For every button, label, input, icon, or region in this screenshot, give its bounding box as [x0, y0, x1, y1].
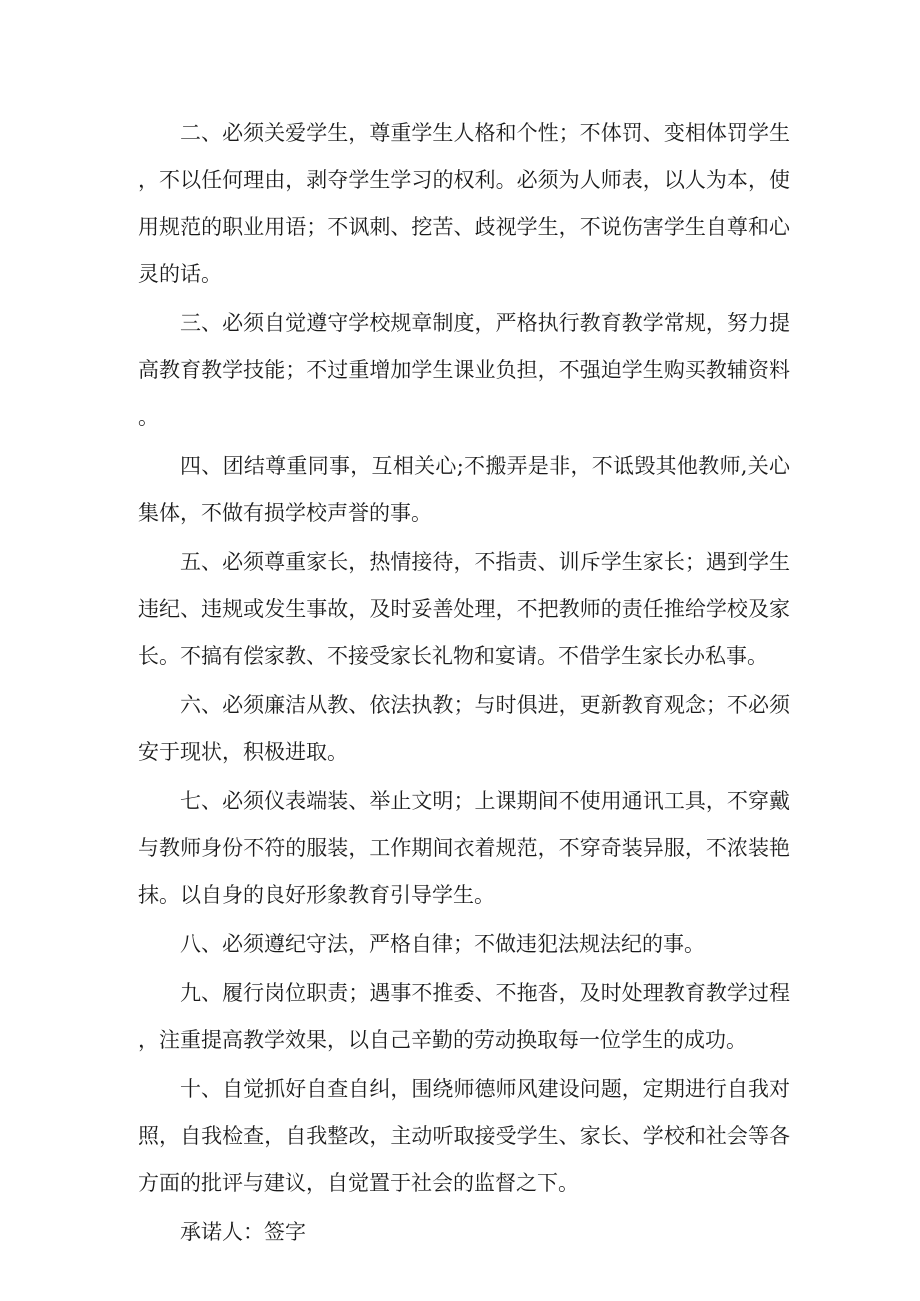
paragraph-item-5: 五、必须尊重家长，热情接待，不指责、训斥学生家长；遇到学生违纪、违规或发生事故，及时妥善处理，不把教师的责任推给学校及家长。不搞有偿家教、不接受家长礼物和宴请。不借学生家长办私事。	[138, 550, 790, 668]
paragraph-item-2: 二、必须关爱学生，尊重学生人格和个性；不体罚、变相体罚学生，不以任何理由，剥夺学生学习的权利。必须为人师表，以人为本，使用规范的职业用语；不讽刺、挖苦、歧视学生，不说伤害学生自尊和心灵的话。	[138, 121, 790, 286]
paragraph-item-3: 三、必须自觉遵守学校规章制度，严格执行教育教学常规，努力提高教育教学技能；不过重增加学生课业负担，不强迫学生购买教辅资料。	[138, 311, 790, 429]
paragraph-item-4: 四、团结尊重同事，互相关心;不搬弄是非，不诋毁其他教师,关心集体，不做有损学校声誉的事。	[138, 454, 790, 525]
paragraph-item-9: 九、履行岗位职责；遇事不推委、不拖沓，及时处理教育教学过程，注重提高教学效果，以自己辛勤的劳动换取每一位学生的成功。	[138, 981, 790, 1052]
paragraph-item-8: 八、必须遵纪守法，严格自律；不做违犯法规法纪的事。	[180, 932, 705, 956]
paragraph-item-10: 十、自觉抓好自查自纠，围绕师德师风建设问题，定期进行自我对照，自我检查，自我整改，主动听取接受学生、家长、学校和社会等各方面的批评与建议，自觉置于社会的监督之下。	[138, 1077, 790, 1195]
signature-line: 承诺人：签字	[180, 1220, 306, 1244]
paragraph-item-7: 七、必须仪表端装、举止文明；上课期间不使用通讯工具，不穿戴与教师身份不符的服装，工作期间衣着规范，不穿奇装异服，不浓装艳抹。以自身的良好形象教育引导学生。	[138, 789, 790, 907]
paragraph-item-6: 六、必须廉洁从教、依法执教；与时俱进，更新教育观念；不必须安于现状，积极进取。	[138, 693, 790, 764]
document-body	[138, 110, 790, 1256]
